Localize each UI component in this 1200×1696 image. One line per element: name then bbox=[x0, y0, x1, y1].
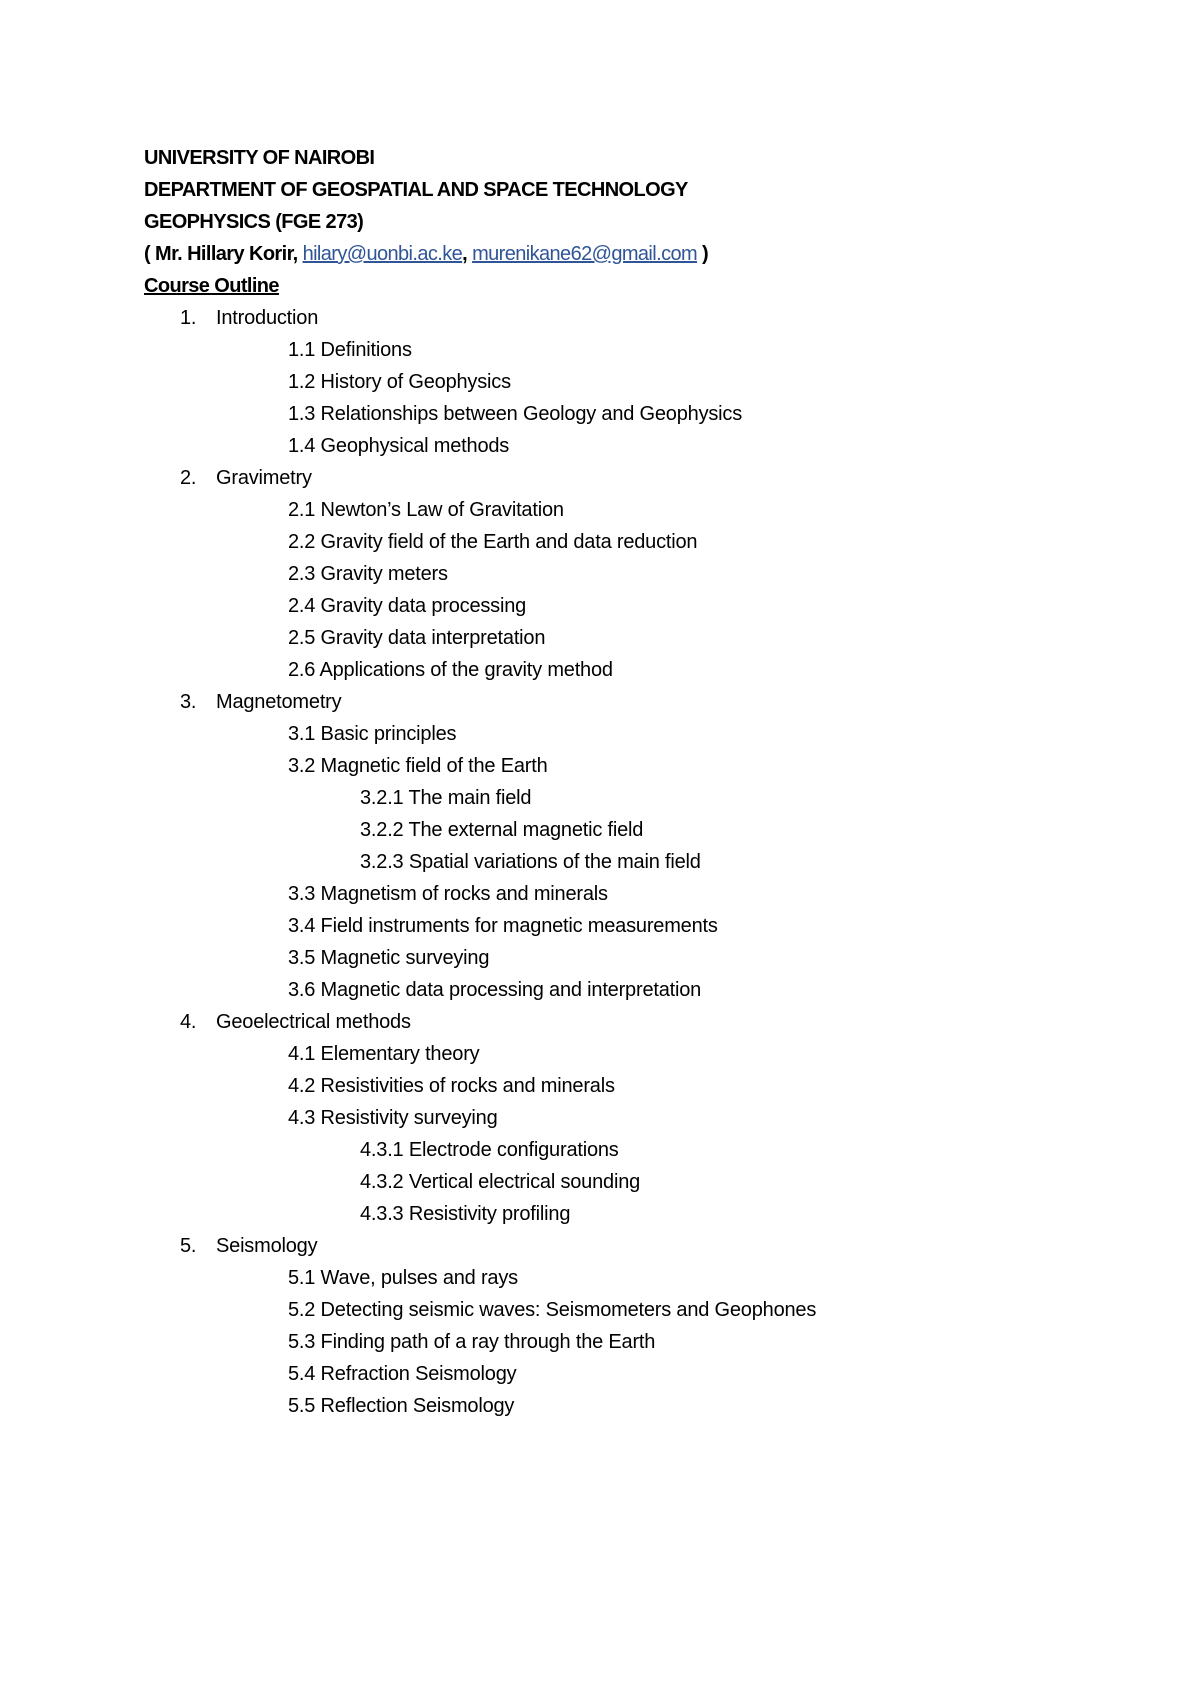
university-name: UNIVERSITY OF NAIROBI bbox=[144, 147, 375, 169]
section-number: 5. bbox=[180, 1235, 197, 1257]
topic-label: 2.1 Newton’s Law of Gravitation bbox=[288, 499, 564, 521]
department-name: DEPARTMENT OF GEOSPATIAL AND SPACE TECHNOLOGY bbox=[144, 179, 688, 201]
topic-label: 3.1 Basic principles bbox=[288, 723, 457, 745]
topic-label: 3.3 Magnetism of rocks and minerals bbox=[288, 883, 608, 905]
outline-subsubtopic bbox=[0, 1198, 1200, 1230]
section-number: 2. bbox=[180, 467, 197, 489]
topic-label: 4.1 Elementary theory bbox=[288, 1043, 480, 1065]
topic-label: 5.1 Wave, pulses and rays bbox=[288, 1267, 518, 1289]
section-number: 1. bbox=[180, 307, 197, 329]
contact-separator: , bbox=[462, 243, 473, 265]
outline-subtopic bbox=[0, 718, 1200, 750]
contact-prefix: ( Mr. Hillary Korir, bbox=[144, 243, 303, 265]
topic-label: 1.1 Definitions bbox=[288, 339, 412, 361]
topic-label: 2.6 Applications of the gravity method bbox=[288, 659, 613, 681]
topic-label: 3.5 Magnetic surveying bbox=[288, 947, 490, 969]
outline-subtopic bbox=[0, 1326, 1200, 1358]
topic-label: 3.2 Magnetic field of the Earth bbox=[288, 755, 548, 777]
section-title: Introduction bbox=[216, 307, 319, 329]
section-title: Seismology bbox=[216, 1235, 318, 1257]
outline-subtopic bbox=[0, 526, 1200, 558]
topic-label: 1.3 Relationships between Geology and Geophysics bbox=[288, 403, 743, 425]
instructor-contact bbox=[144, 238, 1144, 270]
section-number: 4. bbox=[180, 1011, 197, 1033]
outline-section bbox=[0, 462, 1200, 494]
outline-section bbox=[0, 1230, 1200, 1262]
email-link-uonbi[interactable]: hilary@uonbi.ac.ke bbox=[302, 243, 463, 265]
section-title: Magnetometry bbox=[216, 691, 342, 713]
topic-label: 2.2 Gravity field of the Earth and data reduction bbox=[288, 531, 698, 553]
outline-section bbox=[0, 686, 1200, 718]
topic-label: 3.2.3 Spatial variations of the main field bbox=[360, 851, 701, 873]
topic-label: 3.6 Magnetic data processing and interpretation bbox=[288, 979, 702, 1001]
topic-label: 5.2 Detecting seismic waves: Seismometers and Geophones bbox=[288, 1299, 817, 1321]
outline-subtopic bbox=[0, 366, 1200, 398]
topic-label: 1.4 Geophysical methods bbox=[288, 435, 510, 457]
topic-label: 3.4 Field instruments for magnetic measurements bbox=[288, 915, 718, 937]
outline-subtopic bbox=[0, 750, 1200, 782]
outline-subtopic bbox=[0, 494, 1200, 526]
contact-suffix: ) bbox=[697, 243, 709, 265]
topic-label: 4.3.3 Resistivity profiling bbox=[360, 1203, 571, 1225]
section-title: Gravimetry bbox=[216, 467, 312, 489]
outline-subtopic bbox=[0, 942, 1200, 974]
course-outline-title: Course Outline bbox=[144, 275, 279, 297]
outline-subtopic bbox=[0, 558, 1200, 590]
outline-subsubtopic bbox=[0, 846, 1200, 878]
outline-subtopic bbox=[0, 974, 1200, 1006]
outline-subtopic bbox=[0, 1070, 1200, 1102]
topic-label: 5.3 Finding path of a ray through the Earth bbox=[288, 1331, 656, 1353]
topic-label: 2.3 Gravity meters bbox=[288, 563, 448, 585]
outline-subsubtopic bbox=[0, 1134, 1200, 1166]
topic-label: 4.2 Resistivities of rocks and minerals bbox=[288, 1075, 615, 1097]
topic-label: 2.5 Gravity data interpretation bbox=[288, 627, 546, 649]
section-number: 3. bbox=[180, 691, 197, 713]
course-outline-list bbox=[0, 302, 1200, 1422]
outline-subtopic bbox=[0, 1294, 1200, 1326]
outline-subtopic bbox=[0, 622, 1200, 654]
topic-label: 4.3 Resistivity surveying bbox=[288, 1107, 498, 1129]
topic-label: 4.3.1 Electrode configurations bbox=[360, 1139, 619, 1161]
outline-subtopic bbox=[0, 1038, 1200, 1070]
topic-label: 5.4 Refraction Seismology bbox=[288, 1363, 517, 1385]
outline-section bbox=[0, 302, 1200, 334]
outline-subtopic bbox=[0, 878, 1200, 910]
outline-subtopic bbox=[0, 1358, 1200, 1390]
outline-subtopic bbox=[0, 1102, 1200, 1134]
outline-subtopic bbox=[0, 334, 1200, 366]
outline-subtopic bbox=[0, 654, 1200, 686]
course-outline-heading bbox=[144, 270, 1144, 302]
topic-label: 5.5 Reflection Seismology bbox=[288, 1395, 515, 1417]
outline-subtopic bbox=[0, 1390, 1200, 1422]
topic-label: 1.2 History of Geophysics bbox=[288, 371, 511, 393]
outline-subsubtopic bbox=[0, 1166, 1200, 1198]
topic-label: 3.2.1 The main field bbox=[360, 787, 532, 809]
course-title: GEOPHYSICS (FGE 273) bbox=[144, 211, 364, 233]
document-header bbox=[144, 142, 1144, 302]
outline-subtopic bbox=[0, 1262, 1200, 1294]
topic-label: 3.2.2 The external magnetic field bbox=[360, 819, 644, 841]
outline-section bbox=[0, 1006, 1200, 1038]
topic-label: 2.4 Gravity data processing bbox=[288, 595, 527, 617]
outline-subtopic bbox=[0, 430, 1200, 462]
outline-subtopic bbox=[0, 398, 1200, 430]
outline-subtopic bbox=[0, 590, 1200, 622]
section-title: Geoelectrical methods bbox=[216, 1011, 411, 1033]
outline-subsubtopic bbox=[0, 814, 1200, 846]
email-link-gmail[interactable]: murenikane62@gmail.com bbox=[472, 243, 698, 265]
topic-label: 4.3.2 Vertical electrical sounding bbox=[360, 1171, 641, 1193]
outline-subtopic bbox=[0, 910, 1200, 942]
outline-subsubtopic bbox=[0, 782, 1200, 814]
